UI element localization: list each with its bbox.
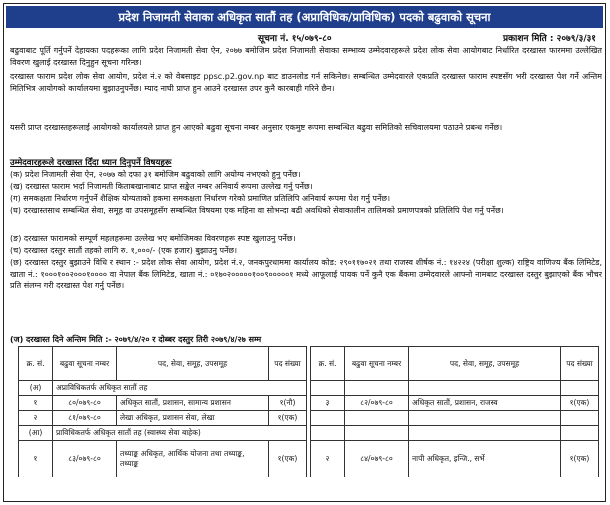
instruction-label: (च) bbox=[10, 246, 22, 255]
notice-title: प्रदेश निजामती सेवाका अधिकृत सातौं तह (अप्राविधिक/प्राविधिक) पदको बढुवाको सूचना bbox=[6, 6, 603, 28]
cell-sn: ३ bbox=[311, 396, 345, 411]
posts-table bbox=[18, 346, 599, 477]
instruction-label: (छ) bbox=[10, 258, 22, 267]
cell-sn: २ bbox=[19, 411, 53, 426]
section-label: (अ) bbox=[19, 381, 53, 396]
paragraph-processing: यसरी प्राप्त दरखास्तहरूलाई आयोगको कार्यालयले प्राप्त हुन आएको बढुवा सूचना नम्बर अनुसार एकमुष्ट रूपमा सम्बन्धित बढुवा समितिको सचिवालयमा पठाउने प्रबन्ध गर्नेछ। bbox=[10, 123, 503, 132]
header-notice-no: बढुवा सूचना नम्बर bbox=[53, 347, 117, 381]
cell-post: तथ्याङ्क अधिकृत, आर्थिक योजना तथा तथ्याङ्क, तथ्याङ्क bbox=[117, 441, 269, 477]
cell-notice-no: ८३/०७९-८० bbox=[53, 441, 117, 477]
header-post: पद, सेवा, समूह, उपसमूह bbox=[409, 347, 561, 381]
header-notice-no: बढुवा सूचना नम्बर bbox=[345, 347, 409, 381]
last-date: (ज) दरखास्त दिने अन्तिम मिति :- २०७९/४/२० र दोब्बर दस्तुर तिरी २०७९/४/२७ सम्म bbox=[10, 335, 262, 344]
cell-post: अधिकृत सातौं, प्रशासन, राजस्व bbox=[409, 396, 561, 411]
instruction-text: समकक्षता निर्धारण गर्नुपर्ने शैक्षिक योग्यताको हकमा समकक्षता निर्धारण गरेको प्रमाणित प्रतिलिपि अनिवार्य रूपमा पेश गर्नु पर्नेछ। bbox=[23, 194, 391, 203]
instruction-text: प्रदेश निजामती सेवा ऐन, २०७७ को दफा ३१ बमोजिम बढुवाको लागि अयोग्य नभएको हुनु पर्नेछ। bbox=[24, 170, 301, 179]
cell-sn: १ bbox=[19, 441, 53, 477]
section-label: (आ) bbox=[19, 426, 53, 441]
instructions-heading: उम्मेदवारहरूले दरखास्त दिँदा ध्यान दिनुपर्ने विषयहरू bbox=[10, 158, 172, 168]
section-title: अप्राविधिकतर्फ अधिकृत सातौं तह bbox=[53, 381, 307, 396]
instruction-item bbox=[10, 169, 602, 181]
instruction-text: दरखास्त दस्तुर सातौं तहको लागि रु. १,०००/- (एक हजार) बुझाउनु पर्नेछ। bbox=[23, 246, 238, 255]
instruction-label: (ङ) bbox=[10, 234, 22, 243]
cell-sn: २ bbox=[311, 441, 345, 477]
notice-number: सूचना नं. १५/०७९-८० bbox=[258, 34, 332, 44]
section-title: प्राविधिकतर्फ अधिकृत सातौं तह (स्वास्थ्य सेवा बाहेक) bbox=[53, 426, 307, 441]
table-row bbox=[19, 396, 599, 411]
cell-count: १(एक) bbox=[561, 396, 599, 411]
publish-date: प्रकाशन मिति : २०७९/३/३१ bbox=[503, 34, 596, 44]
cell-notice-no: ८४/०७९-८० bbox=[345, 441, 409, 477]
cell-count: १(एक) bbox=[269, 411, 307, 426]
cell-notice-no: ८१/०७९-८० bbox=[53, 411, 117, 426]
cell-count: १(एक) bbox=[561, 441, 599, 477]
cell-post: नापी अधिकृत, इन्जि., सर्भे bbox=[409, 441, 561, 477]
header-sn: क्र. सं. bbox=[19, 347, 53, 381]
cell-count: १(नौ) bbox=[269, 396, 307, 411]
table-section-row bbox=[19, 426, 599, 441]
header-post: पद, सेवा, समूह, उपसमूह bbox=[117, 347, 269, 381]
header-count: पद संख्या bbox=[561, 347, 599, 381]
header-sn: क्र. सं. bbox=[311, 347, 345, 381]
cell-notice-no: ८२/०७९-८० bbox=[345, 396, 409, 411]
cell-post: लेखा अधिकृत, प्रशासन सेवा, लेखा bbox=[117, 411, 269, 426]
instruction-label: (क) bbox=[10, 170, 23, 179]
instruction-text: दरखास्त फाराम भर्दा निजामती किताबखानाबाट प्राप्त सङ्केत नम्बर अनिवार्य रूपमा उल्लेख गर्नु पर्नेछ। bbox=[25, 182, 313, 191]
paragraph-application: दरखास्त फाराम प्रदेश लोक सेवा आयोग, प्रदेश नं.२ को वेबसाइट ppsc.p2.gov.np बाट डाउनलोड गर्न सकिनेछ। सम्बन्धित उम्मेदवारले एकप्रति दरखास्त फाराम स्पष्टसँग भरी दरखास्त पेश गर्ने अन्तिम मितिभित्र आयोगको कार्यालयमा बुझाउनुपर्नेछ। म्याद नाघी प्राप्त हुन आउने दरखास्त उपर कुनै कारबाही गरिने छैन। bbox=[10, 72, 602, 93]
instruction-item bbox=[10, 257, 602, 329]
cell-notice-no: ८०/०७९-८० bbox=[53, 396, 117, 411]
cell-count: १(एक) bbox=[269, 441, 307, 477]
cell-sn: १ bbox=[19, 396, 53, 411]
instruction-item bbox=[10, 233, 602, 245]
instruction-item bbox=[10, 181, 602, 193]
instruction-text: दरखास्तसाथ सम्बन्धित सेवा, समूह वा उपसमूहसँग सम्बन्धित विषयमा एक महिना वा सोभन्दा बढी अवधिको सेवाकालीन तालिमको प्रमाणपत्रको प्रतिलिपि पेश गर्नु पर्नेछ। bbox=[23, 206, 504, 215]
instruction-item bbox=[10, 205, 602, 229]
table-header-row bbox=[19, 347, 599, 381]
table-row bbox=[19, 411, 599, 426]
instruction-item bbox=[10, 193, 602, 205]
instruction-text: दरखास्त फारामको सम्पूर्ण महलहरूमा उल्लेख भए बमोजिमका विवरणहरू स्पष्ट खुलाउनु पर्नेछ। bbox=[23, 234, 296, 243]
table-section-row bbox=[19, 381, 599, 396]
notice-document bbox=[3, 3, 606, 502]
instruction-label: (ग) bbox=[10, 194, 21, 203]
instruction-item bbox=[10, 245, 602, 257]
table-row bbox=[19, 441, 599, 477]
header-count: पद संख्या bbox=[269, 347, 307, 381]
instruction-label: (ख) bbox=[10, 182, 23, 191]
paragraph-intro: बढुवाबाट पूर्ति गर्नुपर्ने देहायका पदहरूका लागि प्रदेश निजामती सेवा ऐन, २०७७ बमोजिम प्रदेश निजामती सेवाका सम्भाव्य उम्मेदवारहरूले प्रदेश लोक सेवा आयोगबाट निर्धारित दरखास्त फारममा उल्लेखित विवरण खुलाई दरखास्त दिनुहुन सूचना गरिन्छ। bbox=[10, 46, 602, 67]
cell-post: अधिकृत सातौं, प्रशासन, सामान्य प्रशासन bbox=[117, 396, 269, 411]
notice-meta bbox=[10, 31, 602, 44]
instruction-text: दरखास्त दस्तुर बुझाउने विधि र स्थान :- प्रदेश लोक सेवा आयोग, प्रदेश नं.२, जनकपुरधाममा कार्यालय कोड: २९०११७०२१ तथा राजस्व शीर्षक नं.: १४२२४ (परीक्षा शुल्क) राष्ट्रिय वाणिज्य बैंक लिमिटेड, खाता नं.: १०००१००२०००१०००० वा नेपाल बैंक लिमिटेड, खाता नं.: ०१७०२०००००१००९०००००१ मध्ये आफूलाई पायक पर्ने कुनै एक बैंकमा उम्मेदवारले आफ्नो नामबाट दरखास्त दस्तुर बुझाएको बैंक भौचर प्रति संलग्न गरी दरखास्त पेश गर्नु पर्नेछ। bbox=[10, 258, 602, 290]
instruction-label: (घ) bbox=[10, 206, 21, 215]
